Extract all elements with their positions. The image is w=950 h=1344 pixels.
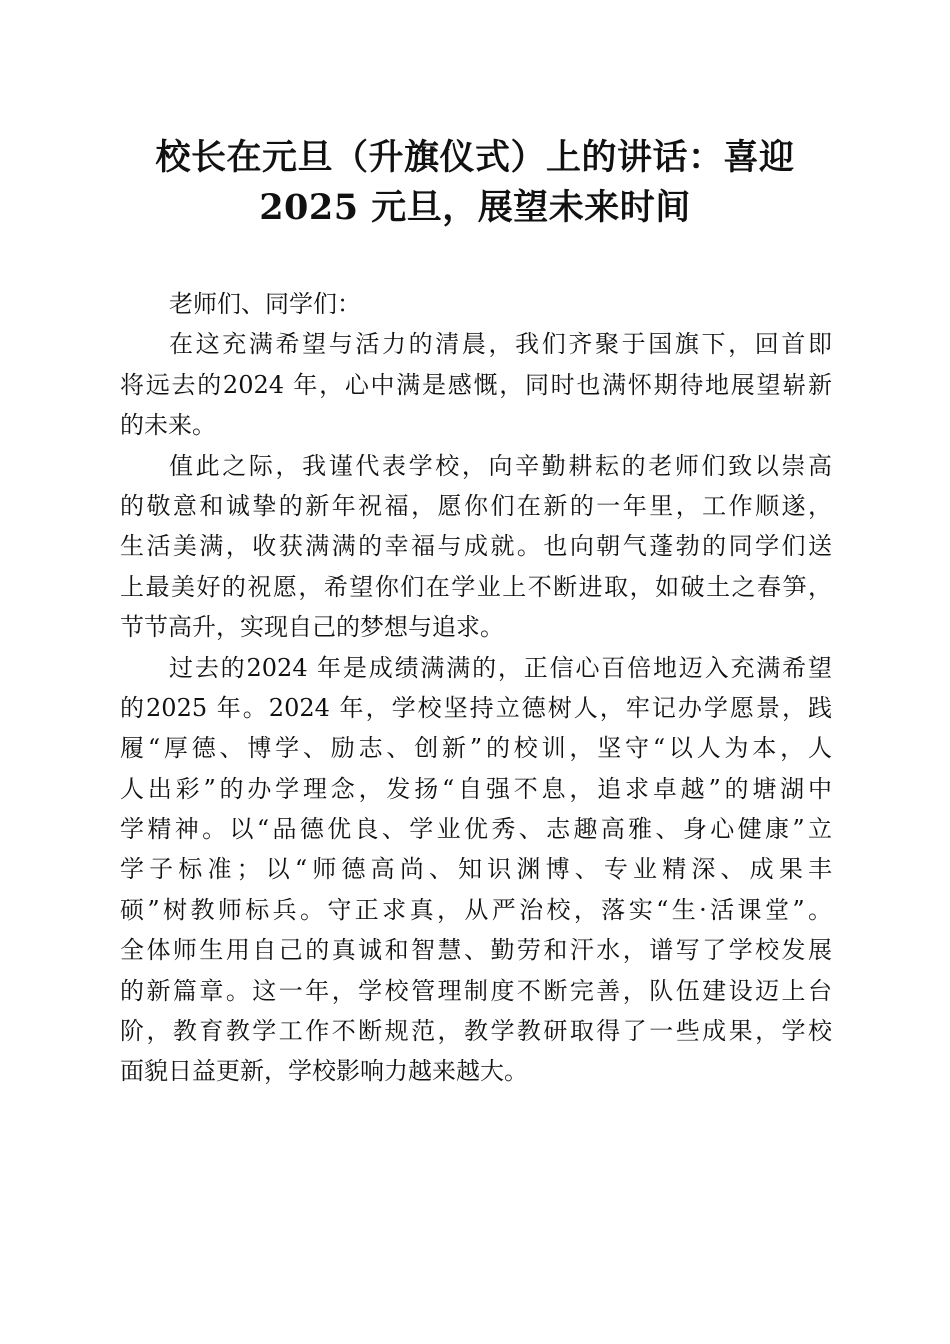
paragraph-2-line-2: 的敬意和诚挚的新年祝福，愿你们在新的一年里，工作顺遂， — [120, 491, 832, 520]
speech-body — [120, 284, 832, 1092]
paragraph-3-line-9: 的新篇章。这一年，学校管理制度不断完善，队伍建设迈上台 — [120, 976, 832, 1005]
paragraph-2-line-4: 上最美好的祝愿，希望你们在学业上不断进取，如破土之春笋， — [120, 572, 832, 601]
paragraph-3-line-11: 面貌日益更新，学校影响力越来越大。 — [120, 1057, 528, 1086]
paragraph-3-line-5: 学精神。以“品德优良、学业优秀、志趣高雅、身心健康”立 — [120, 815, 832, 844]
paragraph-3-line-8: 全体师生用自己的真诚和智慧、勤劳和汗水，谱写了学校发展 — [120, 936, 832, 965]
paragraph-3-line-3: 履“厚德、博学、励志、创新”的校训，坚守“以人为本，人 — [120, 734, 832, 763]
paragraph-2-line-3: 生活美满，收获满满的幸福与成就。也向朝气蓬勃的同学们送 — [120, 532, 832, 561]
paragraph-1-line-3: 的未来。 — [120, 411, 216, 440]
paragraph-3-line-4: 人出彩”的办学理念，发扬“自强不息，追求卓越”的塘湖中 — [120, 774, 832, 803]
title-line-2: 2025 元旦，展望未来时间 — [259, 187, 691, 228]
paragraph-3-line-1: 过去的2024 年是成绩满满的，正信心百倍地迈入充满希望 — [169, 653, 832, 682]
paragraph-3-line-2: 的2025 年。2024 年，学校坚持立德树人，牢记办学愿景，践 — [120, 693, 832, 722]
paragraph-3-line-6: 学子标准；以“师德高尚、知识渊博、专业精深、成果丰 — [120, 855, 832, 884]
paragraph-2-line-5: 节节高升，实现自己的梦想与追求。 — [120, 613, 504, 642]
paragraph-3-line-7: 硕”树教师标兵。守正求真，从严治校，落实“生·活课堂”。 — [120, 895, 832, 924]
greeting: 老师们、同学们： — [169, 290, 361, 318]
paragraph-2-line-1: 值此之际，我谨代表学校，向辛勤耕耘的老师们致以崇高 — [169, 451, 832, 480]
document-title — [120, 133, 830, 233]
title-line-1: 校长在元旦（升旗仪式）上的讲话：喜迎 — [155, 137, 795, 178]
paragraph-1-line-1: 在这充满希望与活力的清晨，我们齐聚于国旗下，回首即 — [169, 330, 832, 359]
paragraph-3-line-10: 阶，教育教学工作不断规范，教学教研取得了一些成果，学校 — [120, 1017, 832, 1046]
paragraph-1-line-2: 将远去的2024 年，心中满是感慨，同时也满怀期待地展望崭新 — [120, 370, 832, 399]
